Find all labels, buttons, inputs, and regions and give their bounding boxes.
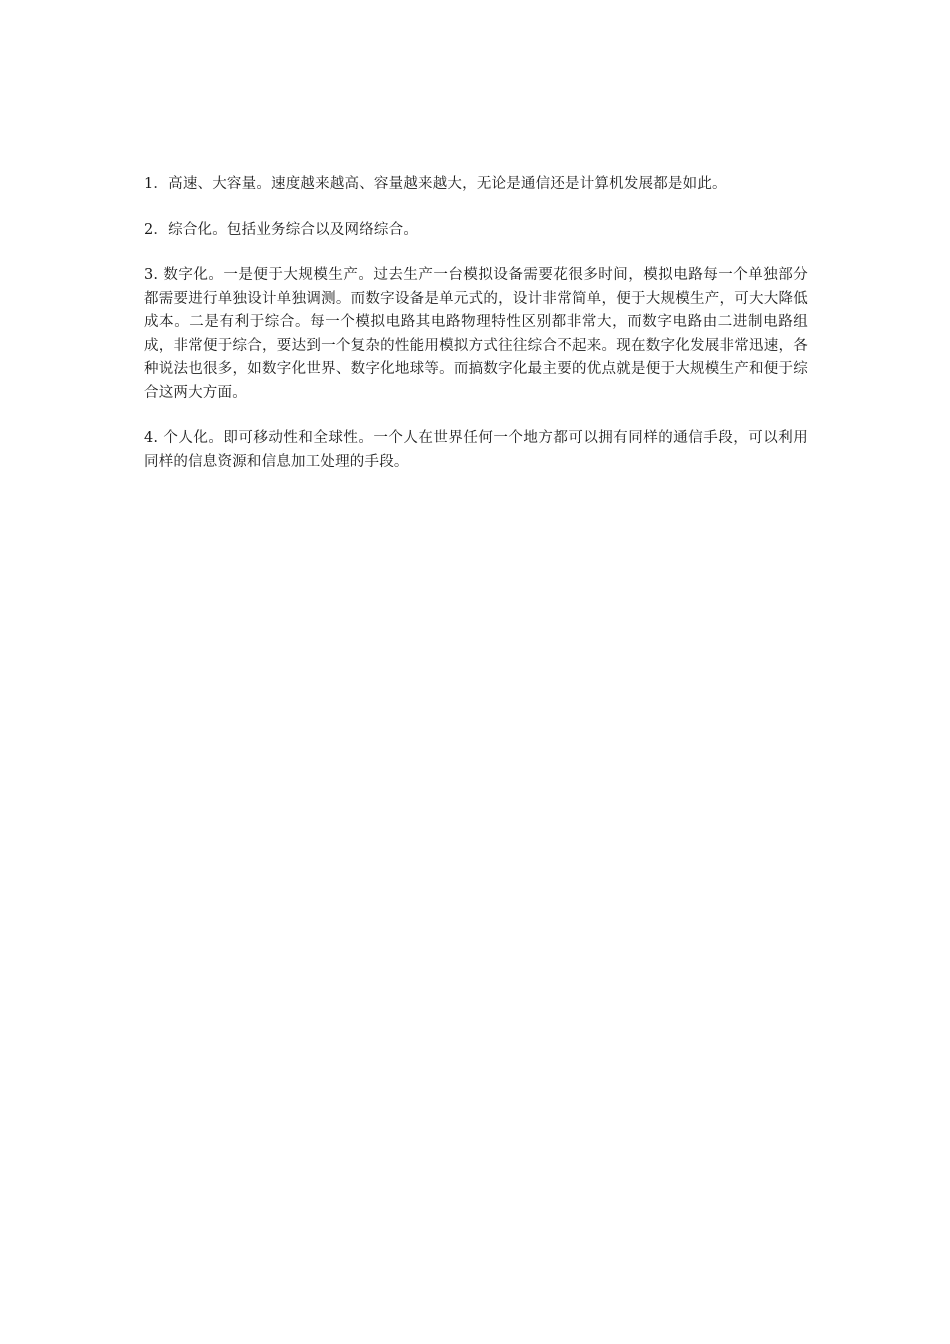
paragraph-high-speed: 1．高速、大容量。速度越来越高、容量越来越大，无论是通信还是计算机发展都是如此。 [144,176,727,192]
paragraph-integration: 2．综合化。包括业务综合以及网络综合。 [144,221,419,238]
document-body [144,173,808,496]
paragraph-digitalization: 3. 数字化。一是便于大规模生产。过去生产一台模拟设备需要花很多时间，模拟电路每一个单独部分都需要进行单独设计单独调测。而数字设备是单元式的，设计非常简单，便于大规模生产，可大大降低成本。二是有利于综合。每一个模拟电路其电路物理特性区别都非常大，而数字电路由二进制电路组成，非常便于综合，要达到一个复杂的性能用模拟方式往往综合不起来。现在数字化发展非常迅速，各种说法也很多，如数字化世界、数字化地球等。而搞数字化最主要的优点就是便于大规模生产和便于综合这两大方面。 [144,267,808,401]
paragraph-personalization: 4. 个人化。即可移动性和全球性。一个人在世界任何一个地方都可以拥有同样的通信手段，可以利用同样的信息资源和信息加工处理的手段。 [144,430,808,470]
